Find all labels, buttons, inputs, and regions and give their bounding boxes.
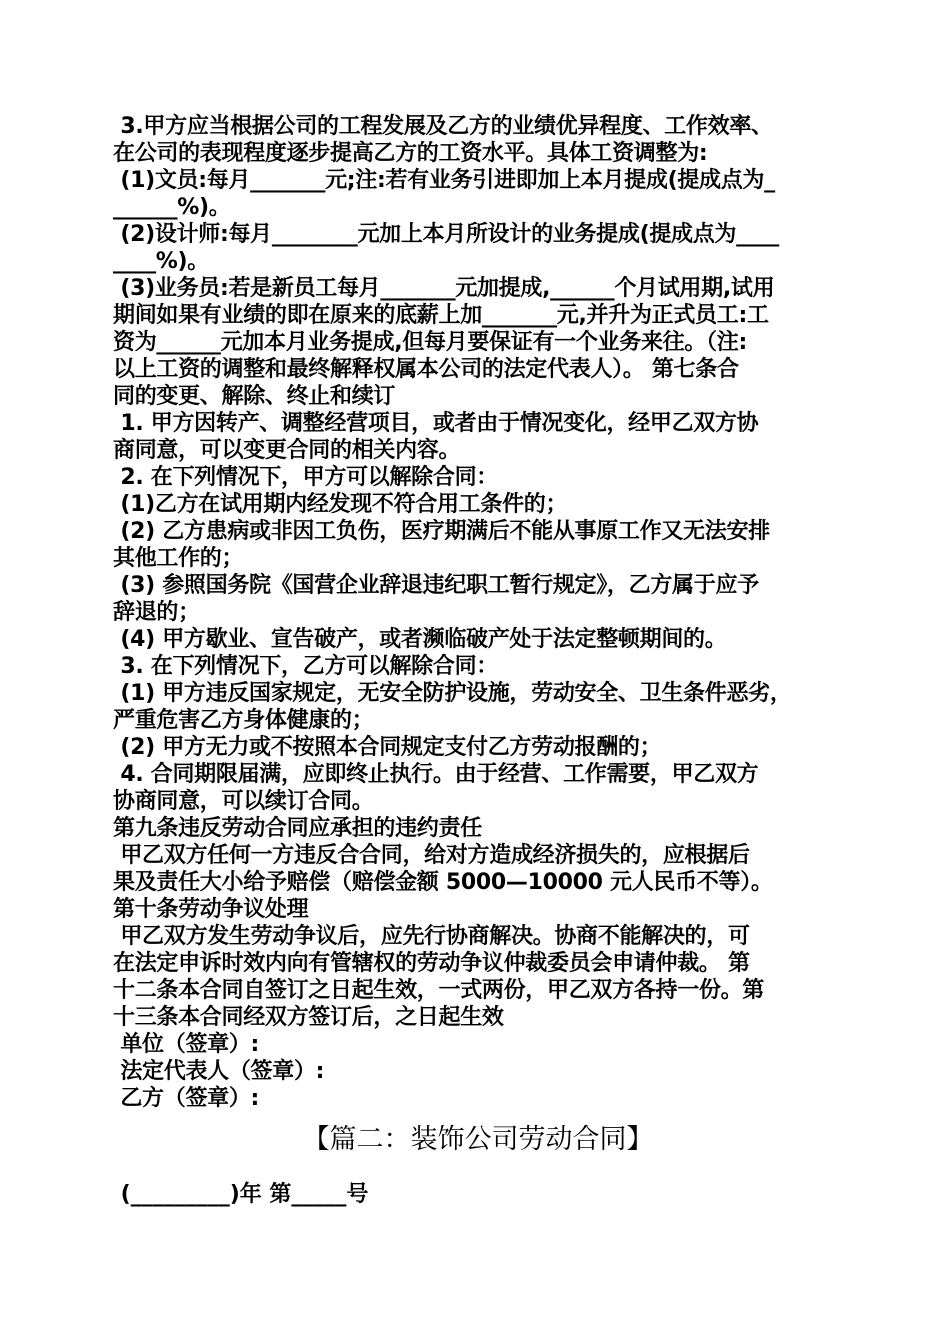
text-line: 十三条本合同经双方签订后，之日起生效 (113, 1005, 504, 1030)
text-line: 1. 甲方因转产、调整经营项目，或者由于情况变化，经甲乙双方协 (113, 411, 759, 436)
text-line: 资为______元加本月业务提成,但每月要保证有一个业务来往。（注: (113, 330, 747, 355)
contract-body (113, 113, 843, 1112)
text-line: ______%)。 (113, 195, 231, 220)
contract-number-line: (_________)年 第_____号 (113, 1182, 369, 1207)
text-line: (2) 乙方患病或非因工负伤，医疗期满后不能从事原工作又无法安排 (113, 519, 770, 544)
text-line: 第十条劳动争议处理 (113, 897, 309, 922)
text-line: 果及责任大小给予赔偿（赔偿金额 5000—10000 元人民币不等）。 (113, 870, 773, 895)
text-line: 辞退的； (113, 600, 200, 625)
text-line: (1)乙方在试用期内经发现不符合用工条件的； (113, 492, 568, 517)
document-page (113, 113, 843, 1210)
text-line: 期间如果有业绩的即在原来的底薪上加_______元,并升为正式员工:工 (113, 303, 769, 328)
signature-unit-label: 单位（签章）: (113, 1032, 260, 1057)
signature-party-b-label: 乙方（签章）: (113, 1086, 260, 1111)
text-line: (1)文员:每月_______元;注:若有业务引进即加上本月提成(提成点为_ (113, 168, 775, 193)
text-line: 其他工作的； (113, 546, 244, 571)
text-line: 在公司的表现程度逐步提高乙方的工资水平。具体工资调整为: (113, 141, 708, 166)
section-title: 【篇二：装饰公司劳动合同】 (302, 1124, 654, 1155)
text-line: 十二条本合同自签订之日起生效，一式两份，甲乙双方各持一份。第 (113, 978, 765, 1003)
text-line: 3. 在下列情况下，乙方可以解除合同： (113, 654, 498, 679)
text-line: ____%)。 (113, 249, 209, 274)
text-line: 商同意，可以变更合同的相关内容。 (113, 438, 461, 463)
text-line: (3) 参照国务院《国营企业辞退违纪职工暂行规定》，乙方属于应予 (113, 573, 759, 598)
text-line: 3.甲方应当根据公司的工程发展及乙方的业绩优异程度、工作效率、 (113, 114, 773, 139)
text-line: 2. 在下列情况下，甲方可以解除合同： (113, 465, 498, 490)
text-line: 协商同意，可以续订合同。 (113, 789, 374, 814)
text-line: 以上工资的调整和最终解释权属本公司的法定代表人）。 第七条合 (113, 357, 739, 382)
text-line: 第九条违反劳动合同应承担的违约责任 (113, 816, 482, 841)
text-line: (2)设计师:每月________元加上本月所设计的业务提成(提成点为____ (113, 222, 779, 247)
text-line: 同的变更、解除、终止和续订 (113, 384, 396, 409)
text-line: (2) 甲方无力或不按照本合同规定支付乙方劳动报酬的； (113, 735, 662, 760)
text-line: (1) 甲方违反国家规定，无安全防护设施，劳动安全、卫生条件恶劣， (113, 681, 792, 706)
text-line: (3)业务员:若是新员工每月_______元加提成,______个月试用期,试用 (113, 276, 775, 301)
signature-legal-rep-label: 法定代表人（签章）: (113, 1059, 325, 1084)
text-line: 4. 合同期限届满，应即终止执行。由于经营、工作需要，甲乙双方 (113, 762, 759, 787)
text-line: 甲乙双方任何一方违反合合同，给对方造成经济损失的，应根据后 (113, 843, 750, 868)
text-line: 严重危害乙方身体健康的； (113, 708, 374, 733)
text-line: (4) 甲方歇业、宣告破产，或者濒临破产处于法定整顿期间的。 (113, 627, 727, 652)
text-line: 在法定申诉时效内向有管辖权的劳动争议仲裁委员会申请仲裁。 第 (113, 951, 750, 976)
text-line: 甲乙双方发生劳动争议后，应先行协商解决。协商不能解决的，可 (113, 924, 750, 949)
